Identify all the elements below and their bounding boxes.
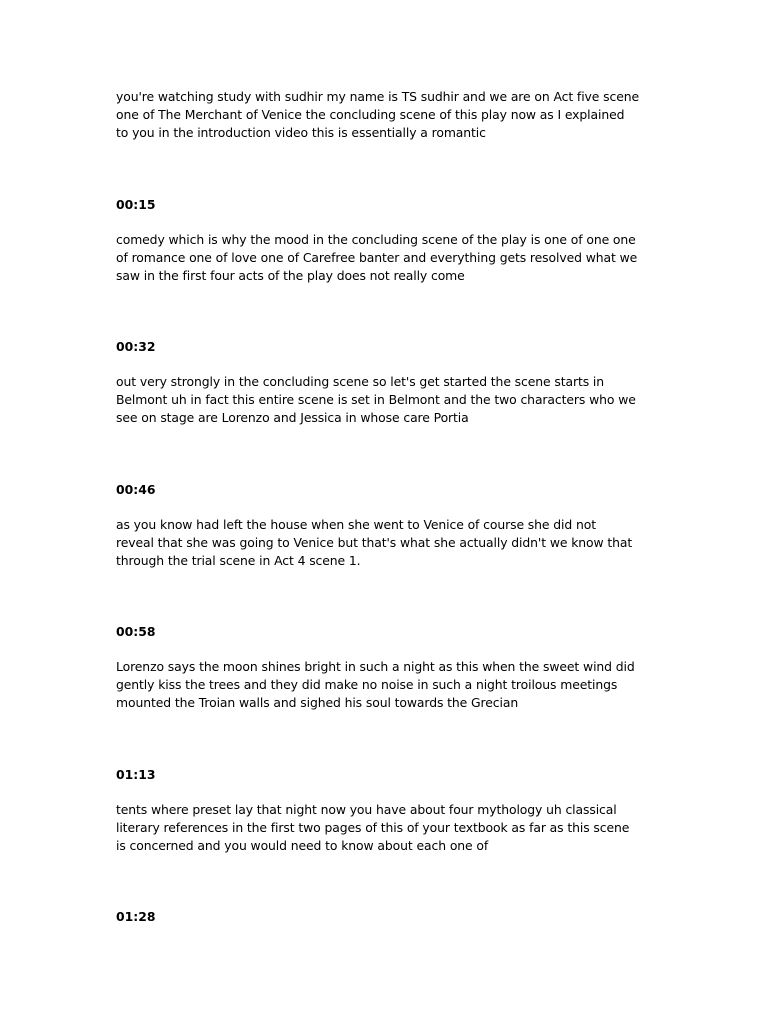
timestamp-4: 00:46 bbox=[116, 482, 156, 497]
timestamp-2: 00:15 bbox=[116, 197, 156, 212]
timestamp-3: 00:32 bbox=[116, 339, 156, 354]
transcript-paragraph-1: you're watching study with sudhir my name is TS sudhir and we are on Act five scene one of The Merchant of Venice the concluding scene of this play now as I explained to you in the introduction video this is essentially a romantic bbox=[116, 89, 639, 140]
timestamp-5: 00:58 bbox=[116, 624, 156, 639]
transcript-paragraph-3: out very strongly in the concluding scene so let's get started the scene starts in Belmont uh in fact this entire scene is set in Belmont and the two characters who we see on stage are Lorenzo and Jessica in whose care Portia bbox=[116, 374, 636, 425]
timestamp-6: 01:13 bbox=[116, 767, 156, 782]
transcript-paragraph-2: comedy which is why the mood in the concluding scene of the play is one of one one of romance one of love one of Carefree banter and everything gets resolved what we saw in the first four acts of the play does not really come bbox=[116, 232, 638, 283]
transcript-paragraph-5: Lorenzo says the moon shines bright in such a night as this when the sweet wind did gently kiss the trees and they did make no noise in such a night troilous meetings mounted the Troian walls and sighed his soul towards the Grecian bbox=[116, 659, 635, 710]
timestamp-7: 01:28 bbox=[116, 909, 156, 924]
transcript-paragraph-4: as you know had left the house when she went to Venice of course she did not reveal that she was going to Venice but that's what she actually didn't we know that through the trial scene in Act 4 scene 1. bbox=[116, 517, 633, 568]
transcript-paragraph-6: tents where preset lay that night now you have about four mythology uh classical literary references in the first two pages of this of your textbook as far as this scene is concerned and you would need to know about each one of bbox=[116, 802, 630, 853]
